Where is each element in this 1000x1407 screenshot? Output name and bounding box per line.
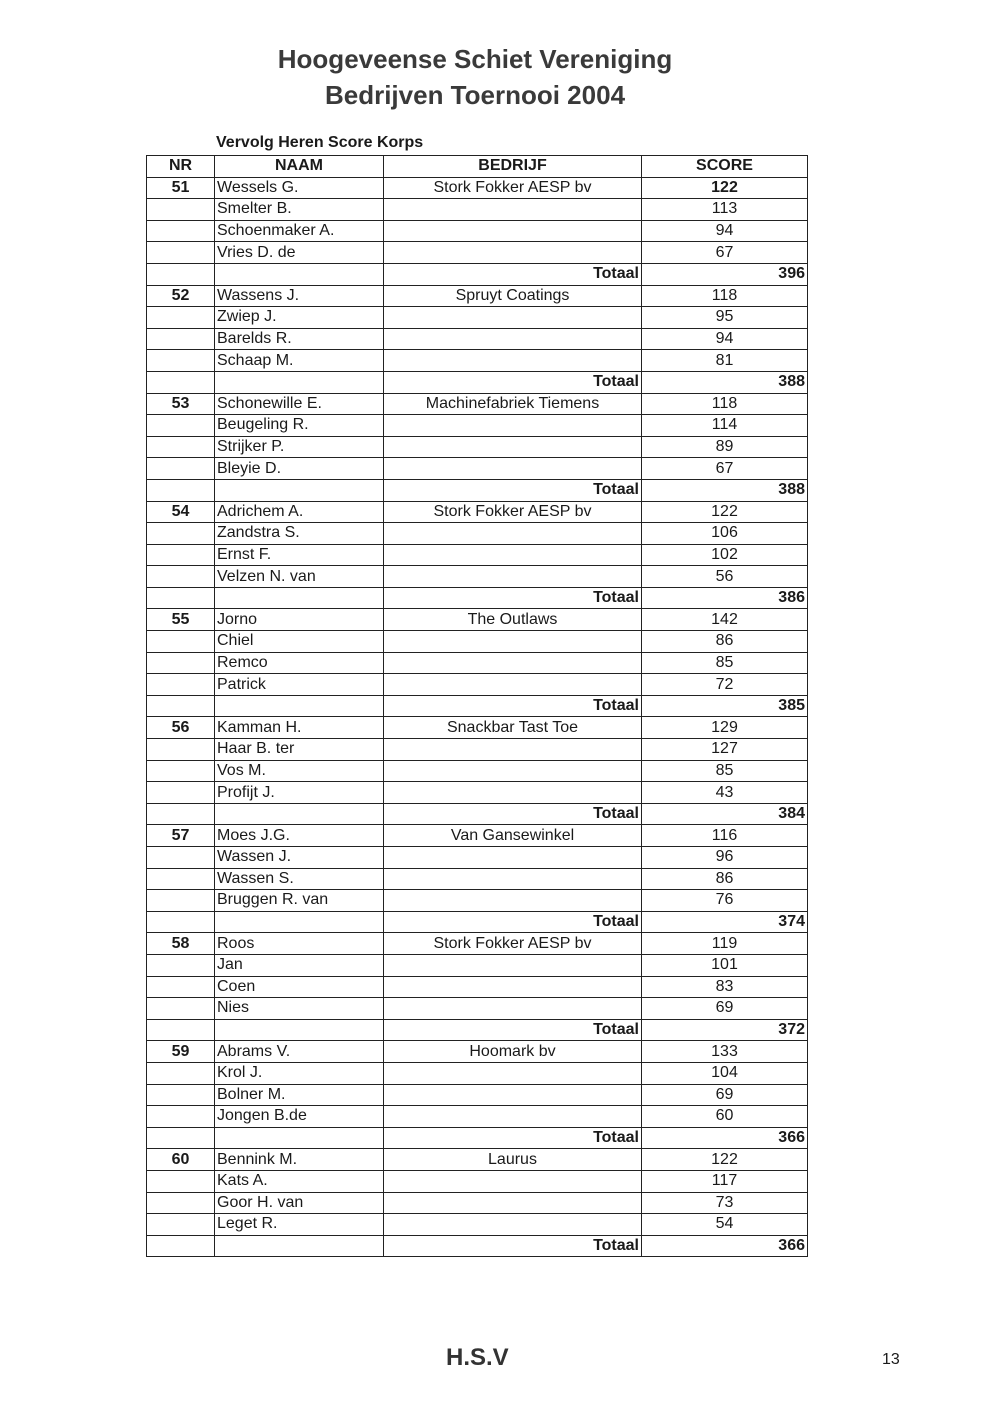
- table-row: [147, 523, 808, 545]
- company-cell: [384, 544, 642, 566]
- member-score-cell: 116: [642, 825, 808, 847]
- table-row: [147, 1170, 808, 1192]
- empty-cell: [215, 263, 384, 285]
- empty-cell: [147, 1019, 215, 1041]
- member-name-cell: Vries D. de: [215, 242, 384, 264]
- member-score-cell: 69: [642, 1084, 808, 1106]
- company-cell: [384, 847, 642, 869]
- member-score-cell: 86: [642, 631, 808, 653]
- team-number-cell: [147, 1170, 215, 1192]
- total-row: [147, 1019, 808, 1041]
- team-number-cell: [147, 652, 215, 674]
- member-score-cell: 118: [642, 285, 808, 307]
- total-row: [147, 479, 808, 501]
- member-score-cell: 119: [642, 933, 808, 955]
- member-score-cell: 129: [642, 717, 808, 739]
- member-name-cell: Schoenmaker A.: [215, 220, 384, 242]
- company-cell: [384, 760, 642, 782]
- member-name-cell: Moes J.G.: [215, 825, 384, 847]
- total-label-cell: Totaal: [384, 695, 642, 717]
- member-name-cell: Adrichem A.: [215, 501, 384, 523]
- company-cell: [384, 242, 642, 264]
- table-row: [147, 458, 808, 480]
- total-label-cell: Totaal: [384, 479, 642, 501]
- member-name-cell: Coen: [215, 976, 384, 998]
- empty-cell: [147, 479, 215, 501]
- company-cell: Spruyt Coatings: [384, 285, 642, 307]
- team-number-cell: [147, 544, 215, 566]
- team-number-cell: [147, 1214, 215, 1236]
- member-score-cell: 95: [642, 307, 808, 329]
- team-number-cell: [147, 307, 215, 329]
- member-score-cell: 85: [642, 760, 808, 782]
- total-row: [147, 1235, 808, 1257]
- table-row: [147, 847, 808, 869]
- table-row: [147, 890, 808, 912]
- empty-cell: [215, 479, 384, 501]
- empty-cell: [147, 1235, 215, 1257]
- company-cell: [384, 566, 642, 588]
- member-score-cell: 89: [642, 436, 808, 458]
- column-header-bedrijf: BEDRIJF: [384, 156, 642, 178]
- member-score-cell: 83: [642, 976, 808, 998]
- member-score-cell: 54: [642, 1214, 808, 1236]
- table-row: [147, 242, 808, 264]
- team-number-cell: [147, 739, 215, 761]
- member-score-cell: 118: [642, 393, 808, 415]
- team-total-cell: 374: [642, 911, 808, 933]
- member-score-cell: 81: [642, 350, 808, 372]
- table-row: [147, 609, 808, 631]
- team-total-cell: 385: [642, 695, 808, 717]
- total-label-cell: Totaal: [384, 1019, 642, 1041]
- team-total-cell: 386: [642, 587, 808, 609]
- table-row: [147, 1062, 808, 1084]
- member-name-cell: Wassens J.: [215, 285, 384, 307]
- member-name-cell: Abrams V.: [215, 1041, 384, 1063]
- member-score-cell: 72: [642, 674, 808, 696]
- empty-cell: [215, 803, 384, 825]
- team-number-cell: 55: [147, 609, 215, 631]
- team-number-cell: [147, 954, 215, 976]
- empty-cell: [147, 371, 215, 393]
- table-row: [147, 674, 808, 696]
- team-number-cell: [147, 890, 215, 912]
- member-name-cell: Velzen N. van: [215, 566, 384, 588]
- company-cell: Snackbar Tast Toe: [384, 717, 642, 739]
- total-label-cell: Totaal: [384, 263, 642, 285]
- empty-cell: [147, 695, 215, 717]
- member-name-cell: Profijt J.: [215, 782, 384, 804]
- member-score-cell: 85: [642, 652, 808, 674]
- team-number-cell: [147, 847, 215, 869]
- member-name-cell: Bolner M.: [215, 1084, 384, 1106]
- company-cell: Machinefabriek Tiemens: [384, 393, 642, 415]
- member-name-cell: Kats A.: [215, 1170, 384, 1192]
- company-cell: [384, 458, 642, 480]
- table-row: [147, 954, 808, 976]
- member-name-cell: Kamman H.: [215, 717, 384, 739]
- member-name-cell: Bruggen R. van: [215, 890, 384, 912]
- member-name-cell: Schonewille E.: [215, 393, 384, 415]
- column-header-score: SCORE: [642, 156, 808, 178]
- member-name-cell: Vos M.: [215, 760, 384, 782]
- team-number-cell: [147, 458, 215, 480]
- member-score-cell: 106: [642, 523, 808, 545]
- total-label-cell: Totaal: [384, 1235, 642, 1257]
- company-cell: [384, 350, 642, 372]
- member-score-cell: 122: [642, 177, 808, 199]
- table-row: [147, 393, 808, 415]
- member-score-cell: 60: [642, 1106, 808, 1128]
- team-number-cell: [147, 328, 215, 350]
- team-number-cell: [147, 998, 215, 1020]
- table-row: [147, 285, 808, 307]
- total-label-cell: Totaal: [384, 911, 642, 933]
- member-name-cell: Jan: [215, 954, 384, 976]
- member-score-cell: 117: [642, 1170, 808, 1192]
- company-cell: [384, 631, 642, 653]
- company-cell: [384, 436, 642, 458]
- team-number-cell: [147, 868, 215, 890]
- member-score-cell: 101: [642, 954, 808, 976]
- member-score-cell: 127: [642, 739, 808, 761]
- table-row: [147, 436, 808, 458]
- team-number-cell: 52: [147, 285, 215, 307]
- table-row: [147, 544, 808, 566]
- company-cell: [384, 652, 642, 674]
- team-number-cell: [147, 566, 215, 588]
- table-header-row: [147, 156, 808, 178]
- member-score-cell: 113: [642, 199, 808, 221]
- team-number-cell: 54: [147, 501, 215, 523]
- member-name-cell: Zwiep J.: [215, 307, 384, 329]
- table-row: [147, 1041, 808, 1063]
- member-name-cell: Zandstra S.: [215, 523, 384, 545]
- empty-cell: [215, 1235, 384, 1257]
- member-name-cell: Bleyie D.: [215, 458, 384, 480]
- company-cell: [384, 199, 642, 221]
- table-row: [147, 177, 808, 199]
- member-name-cell: Jorno: [215, 609, 384, 631]
- team-number-cell: [147, 436, 215, 458]
- member-score-cell: 102: [642, 544, 808, 566]
- total-row: [147, 371, 808, 393]
- empty-cell: [147, 587, 215, 609]
- table-row: [147, 631, 808, 653]
- company-cell: [384, 415, 642, 437]
- table-row: [147, 825, 808, 847]
- team-number-cell: 57: [147, 825, 215, 847]
- table-row: [147, 415, 808, 437]
- member-score-cell: 76: [642, 890, 808, 912]
- table-row: [147, 199, 808, 221]
- member-score-cell: 133: [642, 1041, 808, 1063]
- table-row: [147, 1084, 808, 1106]
- member-score-cell: 104: [642, 1062, 808, 1084]
- member-score-cell: 142: [642, 609, 808, 631]
- member-name-cell: Ernst F.: [215, 544, 384, 566]
- table-row: [147, 350, 808, 372]
- team-number-cell: 53: [147, 393, 215, 415]
- team-number-cell: 58: [147, 933, 215, 955]
- team-number-cell: 51: [147, 177, 215, 199]
- team-number-cell: [147, 976, 215, 998]
- member-name-cell: Schaap M.: [215, 350, 384, 372]
- total-row: [147, 587, 808, 609]
- total-label-cell: Totaal: [384, 803, 642, 825]
- member-name-cell: Jongen B.de: [215, 1106, 384, 1128]
- table-row: [147, 1192, 808, 1214]
- member-name-cell: Bennink M.: [215, 1149, 384, 1171]
- company-cell: [384, 976, 642, 998]
- team-total-cell: 372: [642, 1019, 808, 1041]
- member-name-cell: Smelter B.: [215, 199, 384, 221]
- empty-cell: [215, 695, 384, 717]
- table-row: [147, 868, 808, 890]
- member-name-cell: Remco: [215, 652, 384, 674]
- score-table-body: [147, 177, 808, 1257]
- column-header-naam: NAAM: [215, 156, 384, 178]
- team-total-cell: 396: [642, 263, 808, 285]
- total-row: [147, 263, 808, 285]
- empty-cell: [215, 911, 384, 933]
- table-row: [147, 998, 808, 1020]
- team-number-cell: 60: [147, 1149, 215, 1171]
- company-cell: [384, 1170, 642, 1192]
- member-score-cell: 73: [642, 1192, 808, 1214]
- team-total-cell: 366: [642, 1127, 808, 1149]
- company-cell: Laurus: [384, 1149, 642, 1171]
- team-total-cell: 388: [642, 371, 808, 393]
- table-row: [147, 328, 808, 350]
- empty-cell: [147, 803, 215, 825]
- member-score-cell: 43: [642, 782, 808, 804]
- total-label-cell: Totaal: [384, 587, 642, 609]
- table-row: [147, 1106, 808, 1128]
- member-score-cell: 67: [642, 242, 808, 264]
- member-name-cell: Beugeling R.: [215, 415, 384, 437]
- company-cell: Hoomark bv: [384, 1041, 642, 1063]
- company-cell: [384, 1084, 642, 1106]
- team-total-cell: 384: [642, 803, 808, 825]
- member-score-cell: 94: [642, 328, 808, 350]
- team-number-cell: [147, 631, 215, 653]
- footer-text: H.S.V: [446, 1344, 509, 1371]
- company-cell: [384, 739, 642, 761]
- team-number-cell: 59: [147, 1041, 215, 1063]
- company-cell: [384, 1214, 642, 1236]
- team-number-cell: 56: [147, 717, 215, 739]
- table-caption: Vervolg Heren Score Korps: [216, 134, 424, 151]
- member-name-cell: Wassen J.: [215, 847, 384, 869]
- score-table: [146, 155, 808, 1257]
- column-header-nr: NR: [147, 156, 215, 178]
- table-row: [147, 760, 808, 782]
- member-score-cell: 56: [642, 566, 808, 588]
- company-cell: The Outlaws: [384, 609, 642, 631]
- table-row: [147, 1149, 808, 1171]
- member-score-cell: 122: [642, 1149, 808, 1171]
- table-row: [147, 652, 808, 674]
- team-number-cell: [147, 782, 215, 804]
- team-number-cell: [147, 1062, 215, 1084]
- team-number-cell: [147, 199, 215, 221]
- company-cell: [384, 1192, 642, 1214]
- team-number-cell: [147, 1084, 215, 1106]
- member-score-cell: 96: [642, 847, 808, 869]
- total-row: [147, 911, 808, 933]
- table-row: [147, 307, 808, 329]
- company-cell: [384, 782, 642, 804]
- company-cell: [384, 890, 642, 912]
- company-cell: [384, 954, 642, 976]
- team-number-cell: [147, 523, 215, 545]
- member-name-cell: Nies: [215, 998, 384, 1020]
- table-row: [147, 739, 808, 761]
- total-row: [147, 695, 808, 717]
- empty-cell: [147, 1127, 215, 1149]
- team-number-cell: [147, 350, 215, 372]
- table-row: [147, 717, 808, 739]
- company-cell: [384, 220, 642, 242]
- member-score-cell: 67: [642, 458, 808, 480]
- empty-cell: [215, 371, 384, 393]
- table-row: [147, 220, 808, 242]
- member-name-cell: Wessels G.: [215, 177, 384, 199]
- team-total-cell: 366: [642, 1235, 808, 1257]
- empty-cell: [215, 1019, 384, 1041]
- empty-cell: [215, 587, 384, 609]
- team-number-cell: [147, 760, 215, 782]
- team-number-cell: [147, 415, 215, 437]
- member-score-cell: 86: [642, 868, 808, 890]
- company-cell: Stork Fokker AESP bv: [384, 501, 642, 523]
- team-number-cell: [147, 1106, 215, 1128]
- team-number-cell: [147, 242, 215, 264]
- company-cell: [384, 868, 642, 890]
- team-number-cell: [147, 674, 215, 696]
- member-name-cell: Leget R.: [215, 1214, 384, 1236]
- page-subtitle: Bedrijven Toernooi 2004: [324, 80, 626, 110]
- member-name-cell: Strijker P.: [215, 436, 384, 458]
- company-cell: Stork Fokker AESP bv: [384, 177, 642, 199]
- total-label-cell: Totaal: [384, 1127, 642, 1149]
- member-score-cell: 69: [642, 998, 808, 1020]
- company-cell: [384, 998, 642, 1020]
- member-name-cell: Haar B. ter: [215, 739, 384, 761]
- page-number: 13: [882, 1351, 900, 1368]
- table-row: [147, 566, 808, 588]
- company-cell: [384, 523, 642, 545]
- empty-cell: [215, 1127, 384, 1149]
- table-row: [147, 1214, 808, 1236]
- table-row: [147, 976, 808, 998]
- company-cell: Stork Fokker AESP bv: [384, 933, 642, 955]
- empty-cell: [147, 263, 215, 285]
- table-row: [147, 782, 808, 804]
- team-total-cell: 388: [642, 479, 808, 501]
- member-name-cell: Barelds R.: [215, 328, 384, 350]
- total-row: [147, 1127, 808, 1149]
- company-cell: [384, 1106, 642, 1128]
- table-row: [147, 933, 808, 955]
- company-cell: [384, 307, 642, 329]
- member-name-cell: Patrick: [215, 674, 384, 696]
- member-score-cell: 122: [642, 501, 808, 523]
- member-score-cell: 114: [642, 415, 808, 437]
- page-title: Hoogeveense Schiet Vereniging: [277, 44, 673, 74]
- company-cell: [384, 674, 642, 696]
- total-row: [147, 803, 808, 825]
- member-name-cell: Roos: [215, 933, 384, 955]
- team-number-cell: [147, 220, 215, 242]
- company-cell: [384, 328, 642, 350]
- empty-cell: [147, 911, 215, 933]
- table-row: [147, 501, 808, 523]
- member-score-cell: 94: [642, 220, 808, 242]
- total-label-cell: Totaal: [384, 371, 642, 393]
- company-cell: Van Gansewinkel: [384, 825, 642, 847]
- member-name-cell: Krol J.: [215, 1062, 384, 1084]
- member-name-cell: Goor H. van: [215, 1192, 384, 1214]
- member-name-cell: Wassen S.: [215, 868, 384, 890]
- company-cell: [384, 1062, 642, 1084]
- member-name-cell: Chiel: [215, 631, 384, 653]
- team-number-cell: [147, 1192, 215, 1214]
